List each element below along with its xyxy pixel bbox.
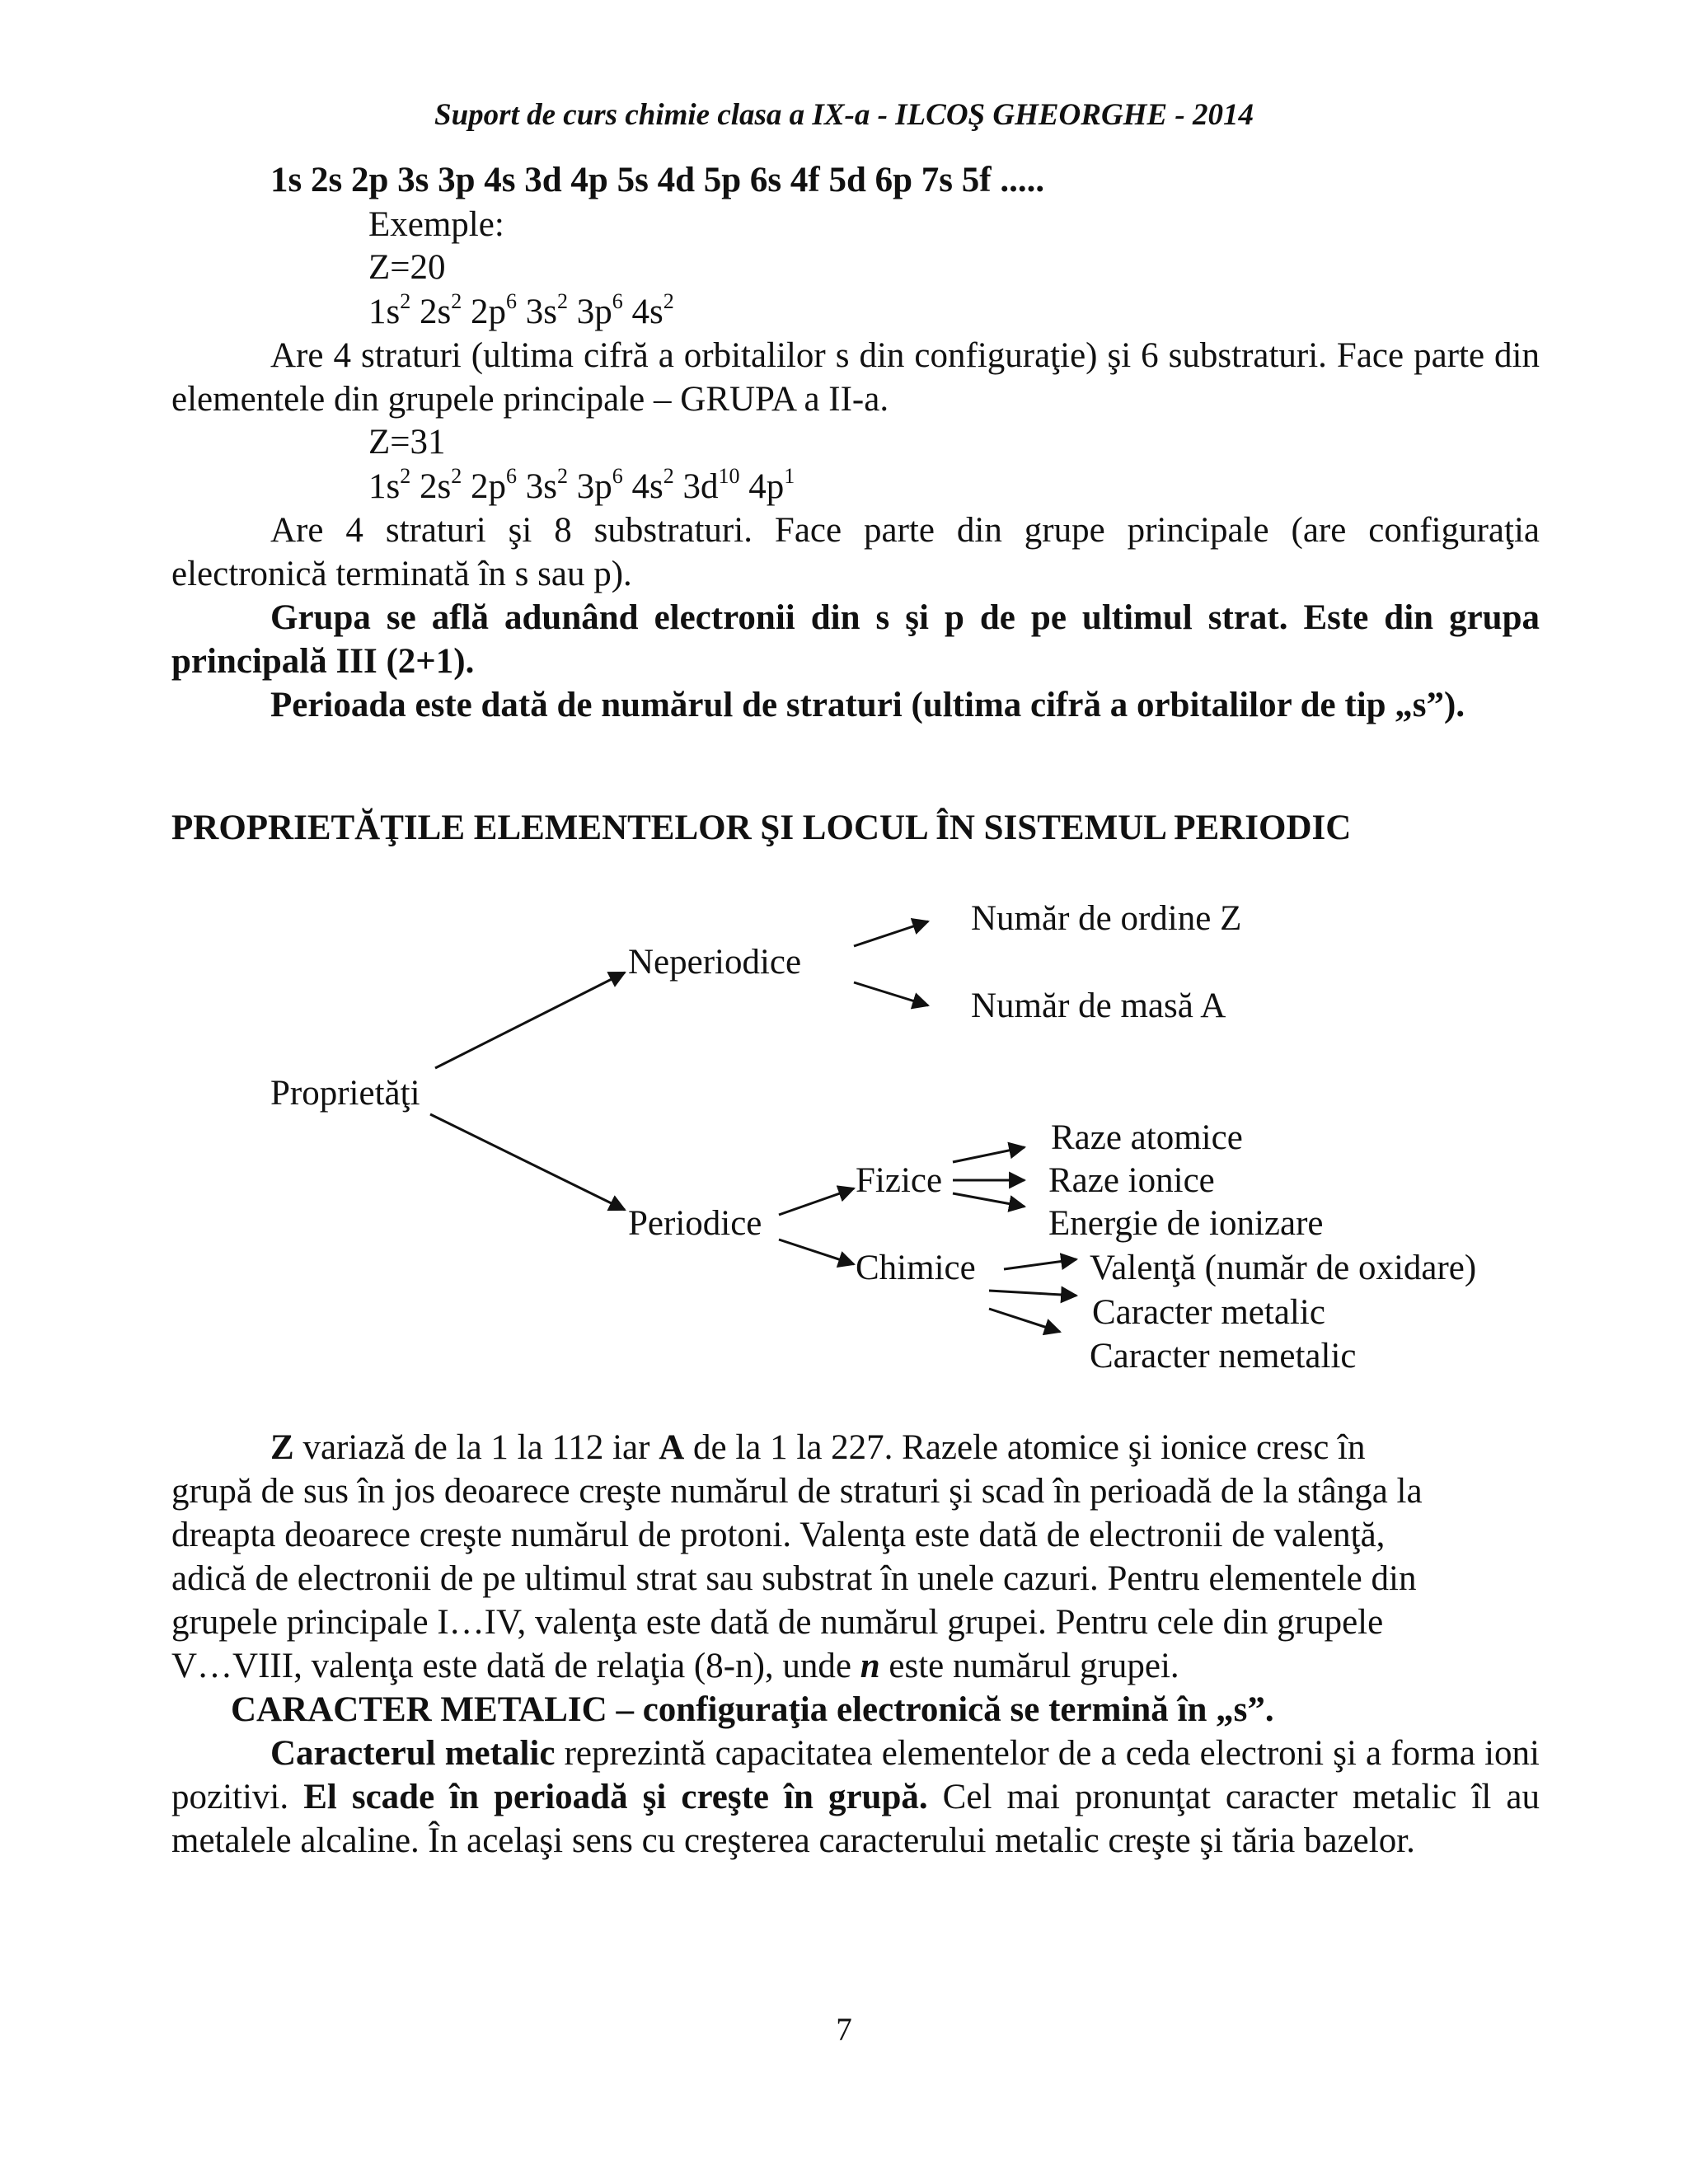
arrow-to-caracter-nemetalic <box>989 1309 1060 1332</box>
config-order: 1s 2s 2p 3s 3p 4s 3d 4p 5s 4d 5p 6s 4f 5d 6p 7s 5f ..... <box>270 161 1045 199</box>
page-header: Suport de curs chimie clasa a IX-a - ILCOŞ GHEORGHE - 2014 <box>434 98 1254 132</box>
para-z-line-5: grupele principale I…IV, valenţa este dată de numărul grupei. Pentru cele din grupele <box>171 1603 1384 1642</box>
orbital: $4s^2$ <box>631 289 674 331</box>
orbital: $2p^6$ <box>470 289 517 331</box>
label-numar-ordine: Număr de ordine Z <box>971 899 1242 938</box>
electron-count: 2 <box>556 464 568 488</box>
arrow-to-valenta <box>1004 1259 1076 1269</box>
rule-period: Perioada este dată de numărul de straturi (ultima cifră a orbitalilor de tip „s”). <box>270 686 1465 724</box>
para-z-line-6: V…VIII, valenţa este dată de relaţia (8-n), unde n este numărul grupei. <box>171 1647 1179 1685</box>
para-z-line-4: adică de electronii de pe ultimul strat sau substrat în unele cazuri. Pentru elementele din <box>171 1559 1417 1598</box>
electron-count: 2 <box>663 289 674 313</box>
label-fizice: Fizice <box>856 1161 943 1200</box>
page-number: 7 <box>836 2012 852 2047</box>
para-z-line-1: Z variază de la 1 la 112 iar A de la 1 la 227. Razele atomice şi ionice cresc în <box>270 1428 1366 1467</box>
label-proprietati: Proprietăţi <box>270 1074 420 1113</box>
label-energie: Energie de ionizare <box>1048 1204 1324 1243</box>
orbital: $3s^2$ <box>525 464 568 506</box>
orbital: $3s^2$ <box>525 289 568 331</box>
arrow-to-numar-masa <box>854 982 928 1005</box>
para-z-line-2: grupă de sus în jos deoarece creşte numărul de straturi şi scad în perioadă de la stânga la <box>171 1472 1423 1511</box>
label-valenta: Valenţă (număr de oxidare) <box>1090 1249 1477 1287</box>
electron-count: 6 <box>612 464 623 488</box>
arrow-to-caracter-metalic <box>989 1291 1076 1296</box>
electron-count: 1 <box>784 464 795 488</box>
orbital: $1s^2$ <box>368 464 411 506</box>
label-numar-masa: Număr de masă A <box>971 987 1226 1025</box>
arrow-to-raze-atomice <box>953 1147 1025 1162</box>
example1-z: Z=20 <box>368 248 446 287</box>
arrow-to-neperiodice <box>435 972 625 1068</box>
electron-count: 6 <box>505 464 517 488</box>
electron-count: 2 <box>663 464 674 488</box>
rule-group: Grupa se află adunând electronii din s şi p de pe ultimul strat. Este din grupa principală III (2+1). <box>171 598 1540 681</box>
arrow-to-fizice <box>779 1188 854 1215</box>
label-chimice: Chimice <box>856 1249 976 1287</box>
label-caracter-metalic: Caracter metalic <box>1092 1293 1325 1332</box>
orbital: $2s^2$ <box>419 464 462 506</box>
example1-text: Are 4 straturi (ultima cifră a orbitalilor s din configuraţie) şi 6 substraturi. Face parte din elementele din grupele principale – GRUPA a II-a. <box>171 336 1540 419</box>
orbital: $2p^6$ <box>470 464 517 506</box>
example2-text: Are 4 straturi şi 8 substraturi. Face parte din grupe principale (are configuraţia electronică terminată în s sau p). <box>171 511 1540 593</box>
section-title: PROPRIETĂŢILE ELEMENTELOR ŞI LOCUL ÎN SISTEMUL PERIODIC <box>171 808 1352 847</box>
label-periodice: Periodice <box>628 1204 762 1243</box>
caracter-heading: CARACTER METALIC – configuraţia electronică se termină în „s”. <box>231 1690 1274 1729</box>
orbital: $4p^1$ <box>748 464 795 506</box>
arrow-to-energie <box>953 1193 1025 1207</box>
arrow-to-chimice <box>779 1240 854 1264</box>
orbital: $4s^2$ <box>631 464 674 506</box>
example2-z: Z=31 <box>368 423 446 462</box>
orbital: $2s^2$ <box>419 289 462 331</box>
label-raze-atomice: Raze atomice <box>1051 1118 1243 1157</box>
electron-count: 2 <box>451 289 462 313</box>
para-metal: Caracterul metalic reprezintă capacitatea elementelor de a ceda electroni şi a forma ioni pozitivi. El scade în perioadă şi creşte în grupă. Cel mai pronunţat caracter metalic îl au metalele alcaline. În acelaşi sens cu creşterea caracterului metalic creşte şi tăria bazelor. <box>171 1734 1540 1860</box>
electron-count: 6 <box>612 289 623 313</box>
label-raze-ionice: Raze ionice <box>1048 1161 1215 1200</box>
orbital: $1s^2$ <box>368 289 411 331</box>
electron-count: 2 <box>451 464 462 488</box>
electron-count: 6 <box>505 289 517 313</box>
label-caracter-nemetalic: Caracter nemetalic <box>1090 1337 1357 1376</box>
arrow-to-numar-ordine <box>854 921 928 946</box>
orbital: $3p^6$ <box>576 289 623 331</box>
orbital: $3p^6$ <box>576 464 623 506</box>
electron-count: 2 <box>556 289 568 313</box>
electron-count: 10 <box>718 464 740 488</box>
label-neperiodice: Neperiodice <box>628 943 802 982</box>
electron-count: 2 <box>400 464 411 488</box>
arrow-to-periodice <box>430 1114 625 1210</box>
electron-count: 2 <box>400 289 411 313</box>
para-z-line-3: dreapta deoarece creşte numărul de protoni. Valenţa este dată de electronii de valenţă, <box>171 1516 1386 1554</box>
examples-label: Exemple: <box>368 205 504 244</box>
orbital: $3d^{10}$ <box>682 464 740 506</box>
